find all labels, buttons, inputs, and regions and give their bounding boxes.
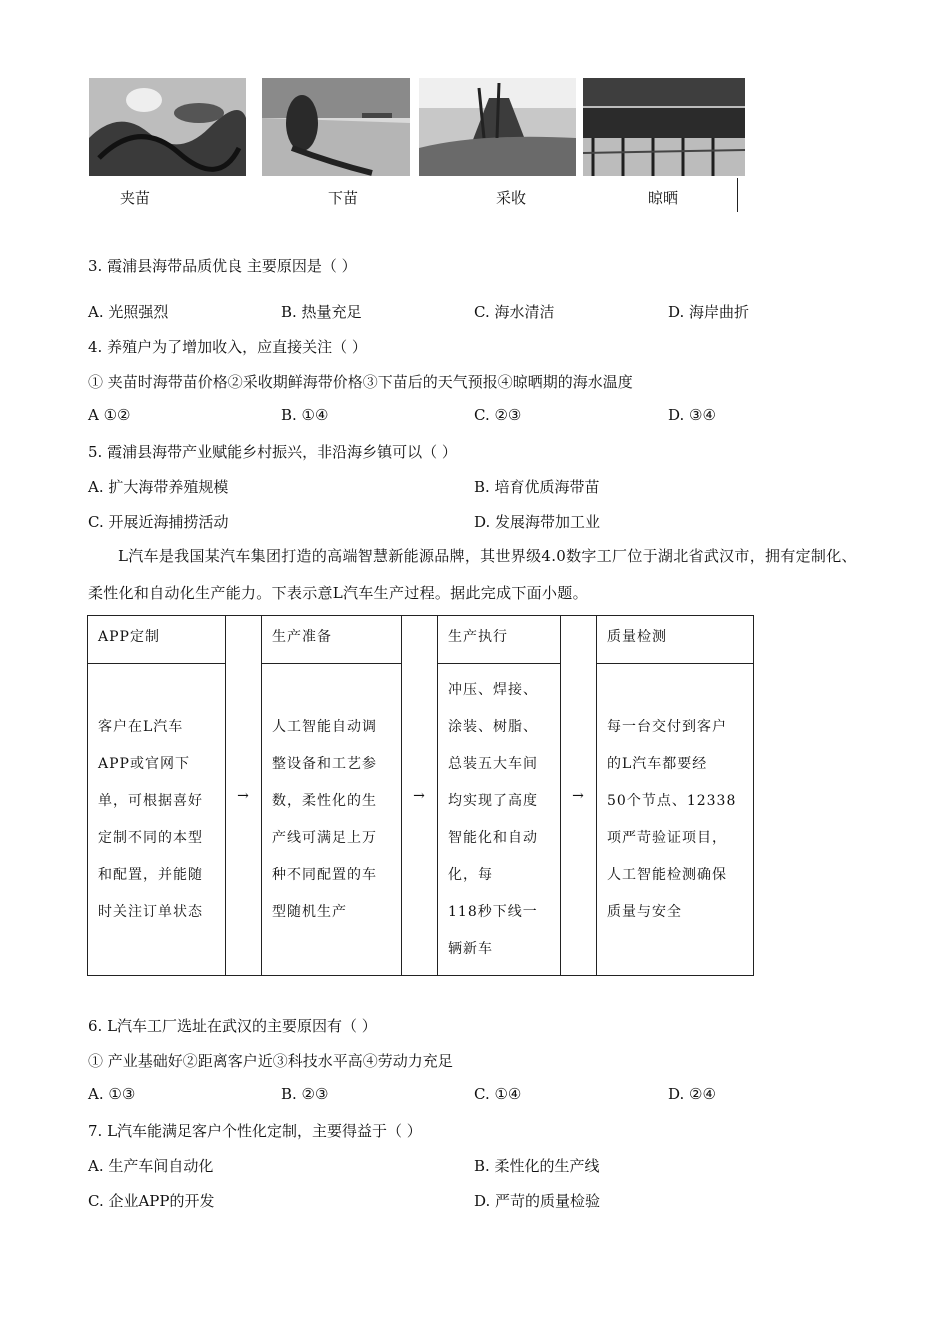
- arrow-icon: →: [237, 787, 250, 804]
- photo-drying: [583, 78, 745, 176]
- body-line: 单，可根据喜好: [98, 792, 203, 809]
- body-line: 总装五大车间: [448, 755, 538, 772]
- body-line: 质量与安全: [607, 903, 682, 920]
- intro-paragraph: L汽车是我国某汽车集团打造的高端智慧新能源品牌，其世界级4.0数字工厂位于湖北省武汉市，拥有定制化、柔性化和自动化生产能力。下表示意L汽车生产过程。据此完成下面小题。: [88, 547, 857, 602]
- question-4-stem: 4. 养殖户为了增加收入，应直接关注（ ）: [88, 338, 367, 356]
- stage-prep-body: [262, 664, 402, 976]
- question-6-stem: 6. L汽车工厂选址在武汉的主要原因有（ ）: [88, 1017, 377, 1035]
- q7-option-c: C. 企业APP的开发: [88, 1192, 215, 1210]
- arrow-icon: →: [572, 787, 585, 804]
- body-line: APP或官网下: [98, 755, 190, 772]
- flow-arrow-1: [226, 616, 262, 976]
- question-6-list: ① 产业基础好②距离客户近③科技水平高④劳动力充足: [88, 1052, 453, 1070]
- caption-clamping: 夹苗: [120, 189, 151, 207]
- question-3-stem: 3. 霞浦县海带品质优良 主要原因是（ ）: [88, 257, 357, 275]
- caption-planting: 下苗: [328, 189, 359, 207]
- body-line: 涂装、树脂、: [448, 718, 538, 735]
- question-4-list: ① 夹苗时海带苗价格②采收期鲜海带价格③下苗后的天气预报④晾晒期的海水温度: [88, 373, 633, 391]
- q3-option-c: C. 海水清洁: [474, 303, 555, 321]
- production-flow-table: [87, 615, 754, 976]
- stage-exec-title: 生产执行: [438, 616, 561, 664]
- photo-clamping-seedlings: [89, 78, 246, 176]
- body-line: 50个节点、12338: [607, 792, 737, 809]
- body-line: 化，每: [448, 866, 493, 883]
- body-line: 时关注订单状态: [98, 903, 203, 920]
- body-line: 每一台交付到客户: [607, 718, 727, 735]
- q5-option-c: C. 开展近海捕捞活动: [88, 513, 229, 531]
- body-line: 定制不同的本型: [98, 829, 203, 846]
- q6-option-b: B. ②③: [281, 1085, 329, 1103]
- q5-option-d: D. 发展海带加工业: [474, 513, 601, 531]
- body-line: 整设备和工艺参: [272, 755, 377, 772]
- q4-option-c: C. ②③: [474, 406, 522, 424]
- caption-drying: 晾晒: [648, 189, 679, 207]
- body-line: 和配置，并能随: [98, 866, 203, 883]
- stage-app-title: APP定制: [88, 616, 226, 664]
- q7-option-d: D. 严苛的质量检验: [474, 1192, 601, 1210]
- stage-prep-title: 生产准备: [262, 616, 402, 664]
- body-line: 人工智能自动调: [272, 718, 377, 735]
- stage-qc-title: 质量检测: [597, 616, 754, 664]
- body-line: 项严苛验证项目，: [607, 829, 727, 846]
- q6-option-d: D. ②④: [668, 1085, 716, 1103]
- flow-arrow-2: [402, 616, 438, 976]
- q3-option-a: A. 光照强烈: [88, 303, 169, 321]
- body-line: 均实现了高度: [448, 792, 538, 809]
- body-line: 冲压、焊接、: [448, 681, 538, 698]
- body-line: 数，柔性化的生: [272, 792, 377, 809]
- body-line: 种不同配置的车: [272, 866, 377, 883]
- stage-qc-body: [597, 664, 754, 976]
- caption-harvesting: 采收: [496, 189, 527, 207]
- q4-option-a: A ①②: [88, 406, 131, 424]
- body-line: 辆新车: [448, 940, 493, 957]
- flow-arrow-3: [561, 616, 597, 976]
- q7-option-a: A. 生产车间自动化: [88, 1157, 214, 1175]
- q6-option-a: A. ①③: [88, 1085, 136, 1103]
- photo-harvesting: [419, 78, 576, 176]
- q3-option-b: B. 热量充足: [281, 303, 362, 321]
- body-line: 的L汽车都要经: [607, 755, 708, 772]
- body-line: 智能化和自动: [448, 829, 538, 846]
- q5-option-b: B. 培育优质海带苗: [474, 478, 600, 496]
- stage-app-body: [88, 664, 226, 976]
- q4-option-d: D. ③④: [668, 406, 716, 424]
- body-line: 型随机生产: [272, 903, 347, 920]
- body-line: 客户在L汽车: [98, 718, 184, 735]
- question-5-stem: 5. 霞浦县海带产业赋能乡村振兴，非沿海乡镇可以（ ）: [88, 443, 457, 461]
- q3-option-d: D. 海岸曲折: [668, 303, 750, 321]
- body-line: 产线可满足上万: [272, 829, 377, 846]
- body-line: 人工智能检测确保: [607, 866, 727, 883]
- q5-option-a: A. 扩大海带养殖规模: [88, 478, 229, 496]
- figure-divider: [737, 178, 738, 212]
- question-7-stem: 7. L汽车能满足客户个性化定制，主要得益于（ ）: [88, 1122, 422, 1140]
- q7-option-b: B. 柔性化的生产线: [474, 1157, 600, 1175]
- photo-planting-seedlings: [262, 78, 410, 176]
- q6-option-c: C. ①④: [474, 1085, 522, 1103]
- q4-option-b: B. ①④: [281, 406, 329, 424]
- body-line: 118秒下线一: [448, 903, 538, 920]
- arrow-icon: →: [413, 787, 426, 804]
- stage-exec-body: [438, 664, 561, 976]
